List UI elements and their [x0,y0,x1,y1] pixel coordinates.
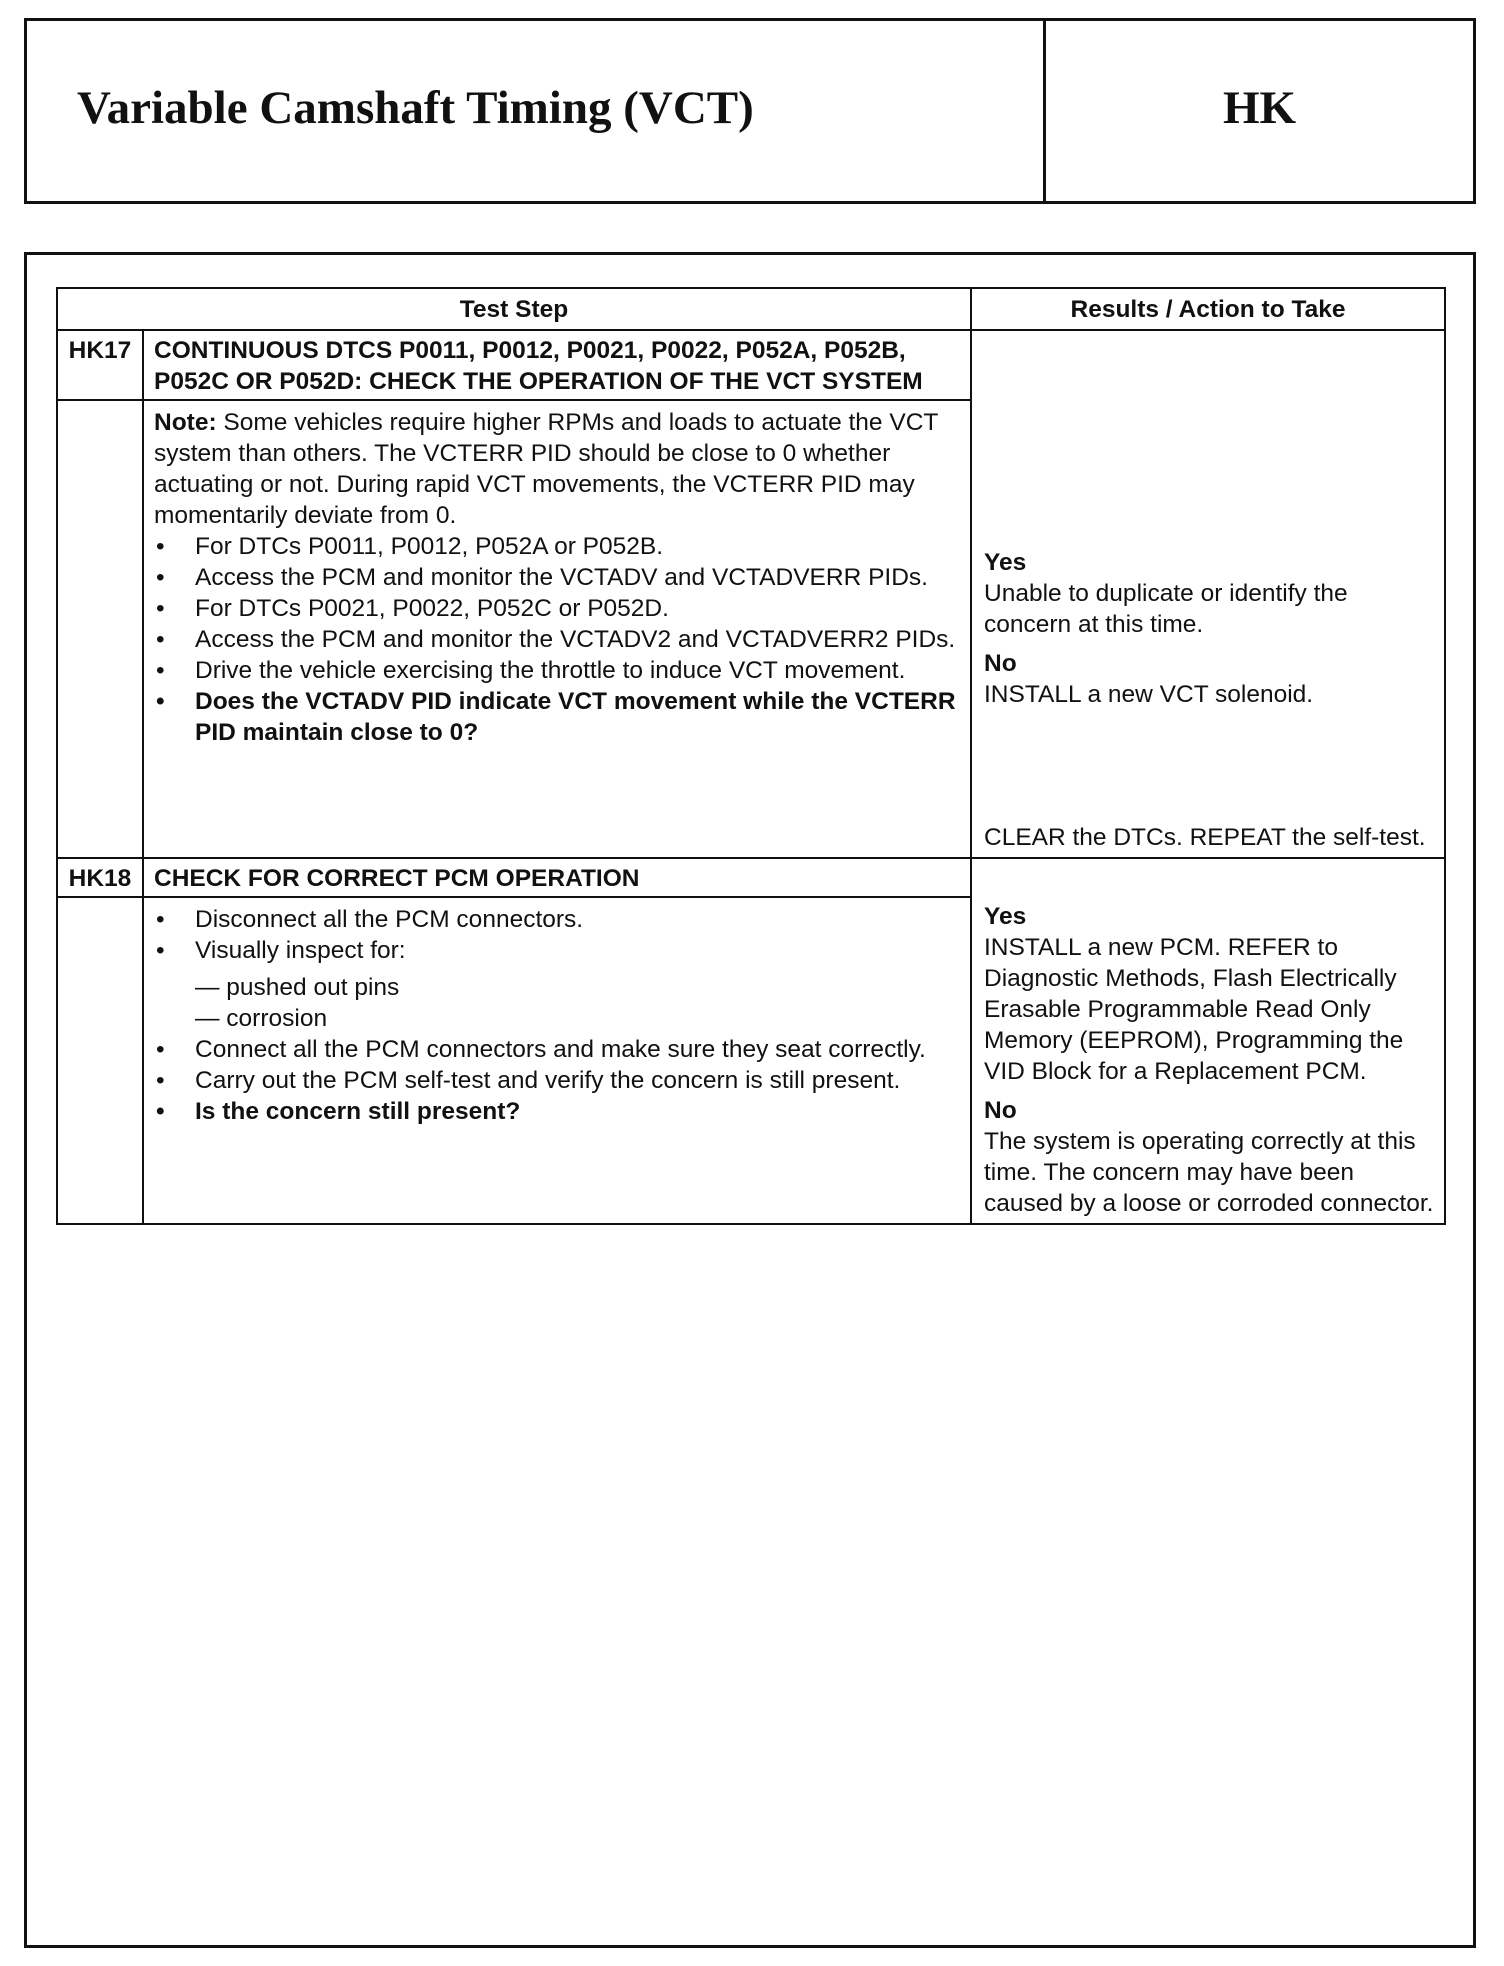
step-title-hk18: CHECK FOR CORRECT PCM OPERATION [143,858,971,897]
note-hk17 [154,407,958,531]
table-row-hk17-title [57,330,1445,400]
list-item: • For DTCs P0011, P0012, P052A or P052B. [154,531,958,562]
list-item: • Connect all the PCM connectors and make sure they seat correctly. [154,1034,958,1065]
question-hk17: • Does the VCTADV PID indicate VCT movement while the VCTERR PID maintain close to 0? [154,686,958,748]
step-id-spacer-hk18 [57,897,143,1224]
section-code: HK [1222,82,1297,134]
list-item: • Carry out the PCM self-test and verify the concern is still present. [154,1065,958,1096]
step-body-hk17 [143,400,971,858]
yes-text-hk17: Unable to duplicate or identify the concern at this time. [984,580,1348,638]
column-header-results: Results / Action to Take [971,288,1445,330]
table-header-row [57,288,1445,330]
diagnostic-table [56,287,1446,1225]
result-spacer-hk18 [971,858,1445,897]
step-id-hk17: HK17 [57,330,143,400]
table-row-hk18-title [57,858,1445,897]
step-id-hk18: HK18 [57,858,143,897]
yes-label-hk17: Yes [984,549,1027,576]
no-text-hk18: The system is operating correctly at this time. The concern may have been caused by a loose or corroded connector. [984,1128,1434,1217]
final-text-hk17: CLEAR the DTCs. REPEAT the self-test. [984,824,1426,851]
sub-item: — pushed out pins [195,974,400,1001]
step-id-spacer-hk17 [57,400,143,858]
header-box [24,18,1476,204]
yes-label-hk18: Yes [984,903,1027,930]
result-hk17 [971,400,1445,858]
step-body-hk18 [143,897,971,1224]
table-row-hk17-body [57,400,1445,858]
result-spacer-hk17 [971,330,1445,400]
no-label-hk18: No [984,1097,1017,1124]
bullet-list-hk17 [154,531,958,748]
list-item: • Access the PCM and monitor the VCTADV2 and VCTADVERR2 PIDs. [154,624,958,655]
bullet-list-hk18-b [154,1034,958,1127]
note-label: Note: [154,409,217,436]
list-item: • Disconnect all the PCM connectors. [154,904,958,935]
sub-item: — corrosion [195,1005,328,1032]
step-title-hk17: CONTINUOUS DTCS P0011, P0012, P0021, P0022, P052A, P052B, P052C OR P052D: CHECK THE OPERATION OF THE VCT SYSTEM [143,330,971,400]
question-hk18: • Is the concern still present? [154,1096,958,1127]
list-item: • Visually inspect for: [154,935,958,966]
note-text: Some vehicles require higher RPMs and loads to actuate the VCT system than others. The VCTERR PID should be close to 0 whether actuating or not. During rapid VCT movements, the VCTERR PID may momentarily deviate from 0. [154,409,938,529]
column-header-test-step: Test Step [57,288,971,330]
page-title: Variable Camshaft Timing (VCT) [77,82,754,134]
bullet-list-hk18 [154,904,958,966]
list-item: • Drive the vehicle exercising the throttle to induce VCT movement. [154,655,958,686]
result-hk18 [971,897,1445,1224]
table-row-hk18-body [57,897,1445,1224]
yes-text-hk18: INSTALL a new PCM. REFER to Diagnostic Methods, Flash Electrically Erasable Programmable Read Only Memory (EEPROM), Programming the VID Block for a Replacement PCM. [984,934,1404,1085]
list-item: • Access the PCM and monitor the VCTADV and VCTADVERR PIDs. [154,562,958,593]
no-label-hk17: No [984,650,1017,677]
no-text-hk17: INSTALL a new VCT solenoid. [984,681,1314,708]
list-item: • For DTCs P0021, P0022, P052C or P052D. [154,593,958,624]
